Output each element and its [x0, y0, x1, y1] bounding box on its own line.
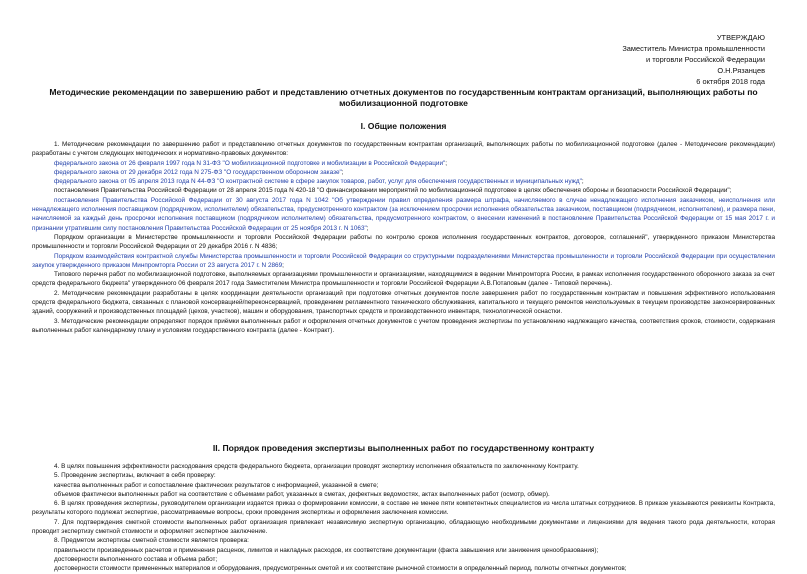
paragraph-8: 8. Предметом экспертизы сметной стоимости является проверка:	[54, 537, 249, 545]
law-link-275fz[interactable]: федерального закона от 29 декабря 2012 года N 275-ФЗ "О государственном оборонном заказе"	[54, 168, 342, 176]
list-item: объемов фактически выполненных работ на соответствие с объемами работ, указанных в сметах, дефектных ведомостях, актах выполненных работ (осмотр, обмер).	[54, 490, 550, 498]
reference-item: федерального закона от 29 декабря 2012 года N 275-ФЗ "О государственном оборонном заказе";	[54, 168, 344, 176]
reference-item: федерального закона от 26 февраля 1997 года N 31-ФЗ "О мобилизационной подготовке и мобилизации в Российской Федерации";	[54, 159, 448, 167]
reference-item: Типового перечня работ по мобилизационной подготовке, выполняемых организациями промышленности и организациями, находящимися в ведении Минпромторга России, в рамках исполнения государственного оборонного заказа за счет средств федерального бюджета" утвержденного 06 февраля 2017 года Заместителем Министра промышленности и торговли Российской Федерации А.В.Потаповым (далее - Типовой перечень).	[32, 271, 775, 288]
order-link-2869[interactable]: Порядком взаимодействия контрактной службы Министерства промышленности и торговли Российской Федерации со структурными подразделениями Министерства промышленности и торговли Российской Федерации при осуществлении закупок утвержденного приказом Минпромторга России от 23 августа 2017 г. N 2869	[32, 252, 775, 269]
section-2-body	[32, 462, 775, 574]
paragraph-1: 1. Методические рекомендации по завершению работ и представлению отчетных документов по государственным контрактам организаций, выполняющих работы по мобилизационной подготовке (далее - Методические рекомендации) разработаны с учетом следующих методических и нормативно-правовых документов:	[32, 141, 775, 158]
reference-item: постановления Правительства Российской Федерации от 30 августа 2017 года N 1042 "Об утверждении правил определения размера штрафа, начисляемого в случае ненадлежащего исполнения заказчиком, неисполнения или ненадлежащего исполнения поставщиком (подрядчиком, исполнителем) обязательства, предусмотренного контрактом (за исключением просрочки исполнения обязательства заказчиком, поставщиком (подрядчиком, исполнителем), и размера пени, начисляемой за каждый день просрочки исполнения поставщиком (подрядчиком исполнителем) обязательства, предусмотренного контрактом, о внесении изменений в постановление Правительства Российской Федерации от 15 мая 2017 г. и признании утратившим силу постановления Правительства Российской Федерации от 25 ноября 2013 г. N 1063";	[32, 196, 775, 232]
approver-name: О.Н.Рязанцев	[717, 66, 765, 75]
section-2-heading: II. Порядок проведения экспертизы выполненных работ по государственному контракту	[212, 443, 595, 453]
paragraph-2: 2. Методические рекомендации разработаны в целях координации деятельности организаций при подготовке отчетных документов после завершения работ по государственным контрактам и повышения эффективного использования средств федерального бюджета, связанных с плановой консервацией/переконсервацией, проведением регламентного технического обслуживания, капитального и текущего ремонтов неиспользуемых в текущем производстве законсервированных зданий, сооружений и производственных площадей (цехов, участков), машин и оборудования, транспортных средств и производственного инвентаря, технологической оснастки.	[32, 289, 775, 316]
paragraph-4: 4. В целях повышения эффективности расходования средств федерального бюджета, организации проводят экспертизу исполнения обязательств по заключенному Контракту.	[54, 463, 579, 470]
paragraph-3: 3. Методические рекомендации определяют порядок приёмки выполненных работ и оформления отчетных документов с учетом проведения экспертизы по установлению надлежащего качества, соответствия сроков, стоимости, содержания выполненных работ календарному плану и условиям государственного контракта (далее - Контракт).	[32, 317, 775, 334]
approver-position-line1: Заместитель Министра промышленности	[622, 44, 765, 53]
reference-item: федерального закона от 05 апреля 2013 года N 44-ФЗ "О контрактной системе в сфере закупок товаров, работ, услуг для обеспечения государственных и муниципальных нужд";	[54, 178, 584, 186]
paragraph-5: 5. Проведение экспертизы, включает в себя проверку:	[54, 472, 216, 480]
reference-item: постановления Правительства Российской Федерации от 28 апреля 2015 года N 420-18 "О финансировании мероприятий по мобилизационной подготовке в целях обеспечения обороны и безопасности Российской Федерации";	[54, 187, 732, 195]
approval-label: УТВЕРЖДАЮ	[716, 33, 765, 42]
law-link-31fz[interactable]: федерального закона от 26 февраля 1997 года N 31-ФЗ "О мобилизационной подготовке и мобилизации в Российской Федерации"	[54, 159, 446, 167]
reference-item: Порядком организации в Министерстве промышленности и торговли Российской Федерации работы по контролю сроков исполнения государственных контрактов, договоров, соглашений", утвержденного приказом Министерства промышленности и торговли Российской Федерации от 29 декабря 2016 г. N 4836;	[32, 233, 775, 251]
approval-date: 6 октября 2018 года	[696, 77, 765, 86]
section-1-heading: I. Общие положения	[360, 121, 447, 131]
approver-position-line2: и торговли Российской Федерации	[646, 55, 765, 64]
list-item: правильности произведенных расчетов и применения расценок, лимитов и накладных расходов, их соответствие документации (факта завышения или занижения ценообразования);	[54, 546, 599, 554]
list-item: достоверности выполненного состава и объема работ;	[54, 555, 218, 563]
paragraph-7: 7. Для подтверждения сметной стоимости выполненных работ организация привлекает независимую экспертную организацию, обладающую необходимыми документами и лицензиями для ведения такого рода деятельности, которая проводит экспертизу сметной стоимости и оформляет экспертное заключение.	[32, 518, 775, 536]
reference-item: Порядком взаимодействия контрактной службы Министерства промышленности и торговли Российской Федерации со структурными подразделениями Министерства промышленности и торговли Российской Федерации при осуществлении закупок утвержденного приказом Минпромторга России от 23 августа 2017 г. N 2869;	[32, 252, 775, 269]
document-title: Методические рекомендации по завершению работ и представлению отчетных документов по государственным контрактам организаций, выполняющих работы по мобилизационной подготовке	[49, 87, 758, 108]
law-link-44fz[interactable]: федерального закона от 05 апреля 2013 года N 44-ФЗ "О контрактной системе в сфере закупок товаров, работ, услуг для обеспечения государственных и муниципальных нужд"	[54, 178, 582, 186]
list-item: достоверности стоимости примененных материалов и оборудования, предусмотренных сметой и их соответствие рыночной стоимости в определенный период, полноты отчетных документов;	[54, 565, 627, 573]
section-1-body	[32, 140, 775, 335]
approval-block	[622, 32, 765, 87]
resolution-link-1042[interactable]: постановления Правительства Российской Федерации от 30 августа 2017 года N 1042 "Об утверждении правил определения размера штрафа, начисляемого в случае ненадлежащего исполнения заказчиком, неисполнения или ненадлежащего исполнения поставщиком (подрядчиком, исполнителем) обязательства, предусмотренного контрактом (за исключением просрочки исполнения обязательства заказчиком, поставщиком (подрядчиком, исполнителем), и размера пени, начисляемой за каждый день просрочки исполнения поставщиком (подрядчиком исполнителем) обязательства, предусмотренного контрактом, о внесении изменений в постановление Правительства Российской Федерации от 15 мая 2017 г. и признании утратившим силу постановления Правительства Российской Федерации от 25 ноября 2013 г. N 1063"	[32, 196, 775, 232]
paragraph-6: 6. В целях проведения экспертизы, руководителем организации издается приказ о формировании комиссии, в составе не менее пяти компетентных специалистов из числа штатных сотрудников. В приказе указываются реквизиты Контракта, результаты которого подлежат экспертизе, рассматриваемые вопросы, сроки проведения экспертизы и оформления заключения комиссии.	[32, 500, 775, 517]
list-item: качества выполненных работ и сопоставление фактических результатов с информацией, указанной в смете;	[54, 481, 379, 489]
